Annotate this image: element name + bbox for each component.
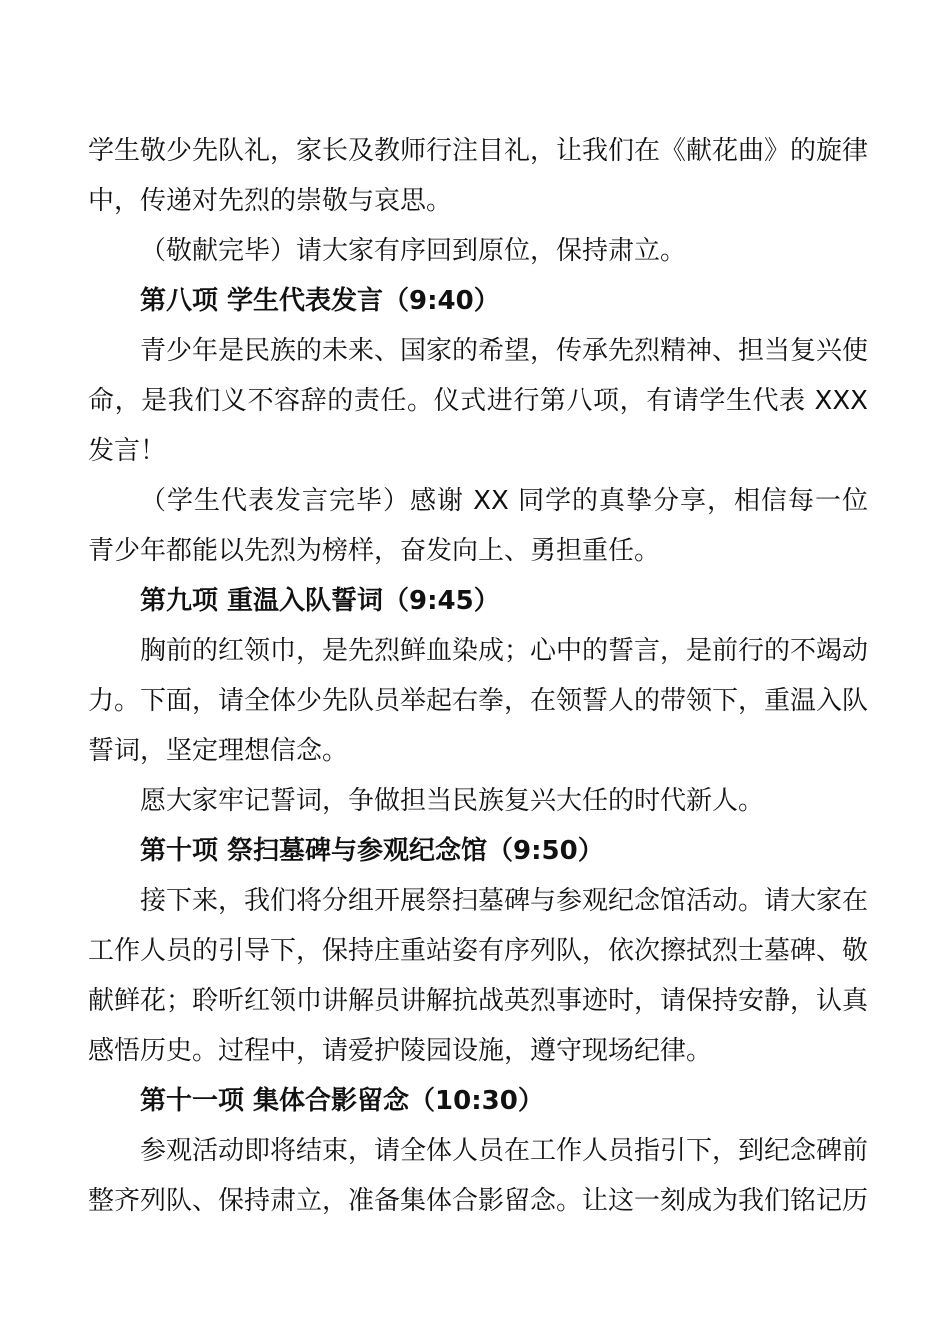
- section-heading-9: 第九项 重温入队誓词（9:45）: [140, 586, 500, 616]
- paragraph-4: （学生代表发言完毕）感谢 XX 同学的真挚分享，相信每一位青少年都能以先烈为榜样，奋发向上、勇担重任。: [88, 486, 868, 566]
- section-heading-11: 第十一项 集体合影留念（10:30）: [140, 1086, 544, 1116]
- document-body: [88, 126, 868, 1226]
- paragraph-1: 学生敬少先队礼，家长及教师行注目礼，让我们在《献花曲》的旋律中，传递对先烈的崇敬与哀思。: [88, 136, 869, 216]
- paragraph-2: （敬献完毕）请大家有序回到原位，保持肃立。: [140, 236, 687, 266]
- section-heading-8: 第八项 学生代表发言（9:40）: [140, 286, 500, 316]
- paragraph-7: 接下来，我们将分组开展祭扫墓碑与参观纪念馆活动。请大家在工作人员的引导下，保持庄重站姿有序列队，依次擦拭烈士墓碑、敬献鲜花；聆听红领巾讲解员讲解抗战英烈事迹时，请保持安静，认真感悟历史。过程中，请爱护陵园设施，遵守现场纪律。: [88, 886, 869, 1066]
- paragraph-5: 胸前的红领巾，是先烈鲜血染成；心中的誓言，是前行的不竭动力。下面，请全体少先队员举起右拳，在领誓人的带领下，重温入队誓词，坚定理想信念。: [88, 636, 869, 766]
- paragraph-8: 参观活动即将结束，请全体人员在工作人员指引下，到纪念碑前整齐列队、保持肃立，准备集体合影留念。让这一刻成为我们铭记历: [88, 1136, 869, 1216]
- paragraph-3: 青少年是民族的未来、国家的希望，传承先烈精神、担当复兴使命，是我们义不容辞的责任。仪式进行第八项，有请学生代表 XXX 发言！: [88, 336, 869, 466]
- paragraph-6: 愿大家牢记誓词，争做担当民族复兴大任的时代新人。: [140, 786, 765, 816]
- section-heading-10: 第十项 祭扫墓碑与参观纪念馆（9:50）: [140, 836, 604, 866]
